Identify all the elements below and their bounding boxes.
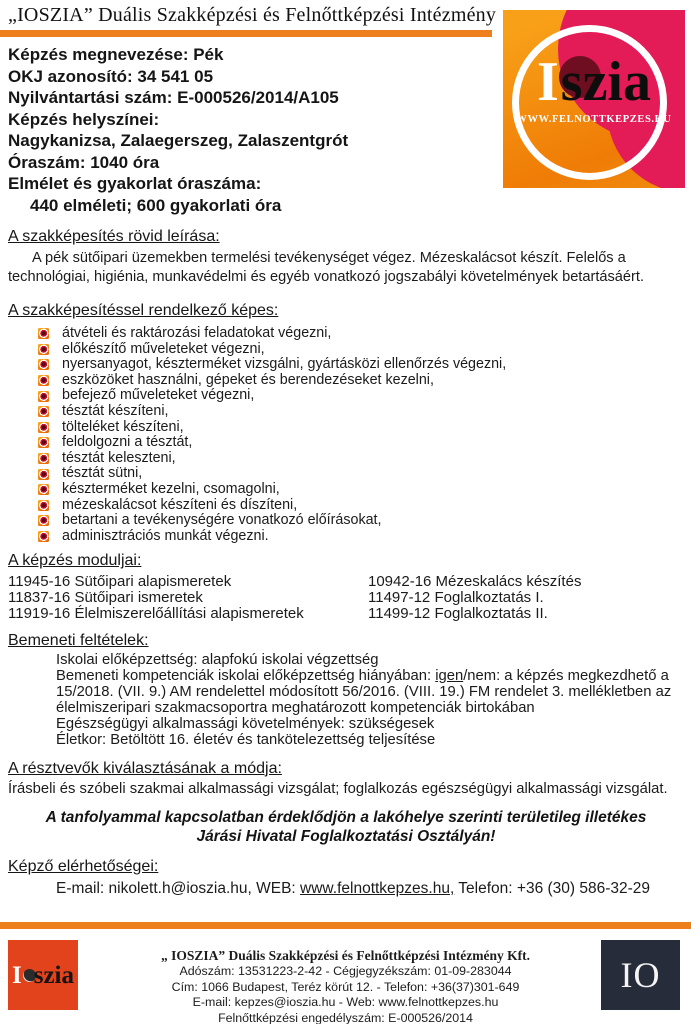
ioszia-bullet-icon [38, 500, 49, 511]
ioszia-bullet-icon [38, 531, 49, 542]
selection-heading: A résztvevők kiválasztásának a módja: [8, 759, 282, 777]
table-row [8, 574, 684, 590]
email-label: E-mail: [56, 879, 109, 897]
contact-heading: Képző elérhetőségei: [8, 857, 159, 875]
ioszia-bullet-icon [38, 375, 49, 386]
skill-text: adminisztrációs munkát végezni. [62, 527, 269, 544]
ioszia-bullet-icon [38, 422, 49, 433]
module-cell: 11497-12 Foglalkoztatás I. [368, 589, 544, 607]
skill-text: befejező műveleteket végezni, [62, 387, 255, 404]
logo-letters-io: IO [620, 955, 661, 995]
logo-letter-i: I [11, 961, 22, 989]
course-summary [8, 44, 488, 216]
footer-accent-bar [0, 922, 691, 929]
logo-wordmark [503, 51, 685, 113]
list-item [38, 357, 684, 373]
ioszia-bullet-icon [38, 406, 49, 417]
skill-text: tölteléket készíteni, [62, 418, 184, 435]
ioszia-bullet-icon [38, 328, 49, 339]
locations-label-line: Képzés helyszínei: [8, 109, 160, 129]
web-label: , WEB: [247, 879, 301, 897]
skill-text: előkészítő műveleteket végezni, [62, 340, 265, 357]
logo-url-text: WWW.FELNOTTKEPZES.HU [516, 114, 672, 125]
modules-heading: A képzés moduljai: [8, 552, 142, 570]
entry-health-line: Egészségügyi alkalmassági követelmények: szükségesek [56, 715, 435, 732]
table-row [8, 606, 684, 622]
ioszia-footer-logo [8, 940, 78, 1010]
selection-text: Írásbeli és szóbeli szakmai alkalmassági vizsgálat; foglalkozás egészségügyi alkalmassági vizsgálat. [8, 780, 668, 797]
skill-text: tésztát sütni, [62, 465, 143, 482]
list-item [38, 482, 684, 498]
list-item [38, 404, 684, 420]
module-cell: 11499-12 Foglalkoztatás II. [368, 604, 548, 622]
logo-letters-szia: szia [33, 961, 74, 989]
list-item [38, 435, 684, 451]
list-item [38, 498, 684, 514]
module-cell: 11837-16 Sütőipari ismeretek [8, 589, 203, 607]
theory-practice-line: 440 elméleti; 600 gyakorlati óra [30, 195, 282, 215]
ioszia-bullet-icon [38, 469, 49, 480]
list-item [38, 326, 684, 342]
entry-requirements-block [56, 652, 684, 748]
skill-text: betartani a tevékenységére vonatkozó előírásokat, [62, 512, 382, 529]
ioszia-bullet-icon [38, 453, 49, 464]
okj-id-line: OKJ azonosító: 34 541 05 [8, 66, 214, 86]
ioszia-bullet-icon [38, 391, 49, 402]
module-cell: 10942-16 Mézeskalács készítés [368, 573, 582, 591]
entry-requirements-heading: Bemeneti feltételek: [8, 631, 149, 649]
entry-competence-pre: Bemeneti kompetenciák iskolai előképzettség hiányában: [56, 667, 436, 684]
list-item [38, 529, 684, 545]
description-heading: A szakképesítés rövid leírása: [8, 228, 220, 245]
skill-text: mézeskalácsot készíteni és díszíteni, [62, 496, 298, 513]
logo-letters-szia: szia [560, 51, 651, 113]
registration-number-line: Nyilvántartási szám: E-000526/2014/A105 [8, 88, 339, 107]
contact-line [56, 879, 684, 898]
logo-letter-i: I [536, 51, 559, 113]
skill-text: feldolgozni a tésztát, [62, 434, 193, 451]
skill-text: tésztát készíteni, [62, 402, 169, 419]
skills-heading: A szakképesítéssel rendelkező képes: [8, 302, 279, 319]
list-item [38, 342, 684, 358]
io-footer-logo [601, 940, 680, 1010]
footer-company-name: „ IOSZIA” Duális Szakképzési és Felnőttképzési Intézmény Kft. [161, 948, 530, 963]
skill-text: nyersanyagot, készterméket vizsgálni, gyártásközi ellenőrzés végezni, [62, 356, 507, 373]
ioszia-bullet-icon [38, 484, 49, 495]
footer-address-line: Cím: 1066 Budapest, Teréz körút 12. - Telefon: +36(37)301-649 [171, 979, 520, 994]
entry-age-line: Életkor: Betöltött 16. életév és tankötelezettség teljesítése [56, 731, 436, 748]
phone-label: Telefon: [454, 879, 517, 897]
list-item [38, 451, 684, 467]
footer-email-web-line: E-mail: kepzes@ioszia.hu - Web: www.felnottkepzes.hu [192, 995, 499, 1010]
website-link[interactable]: www.felnottkepzes.hu, [300, 879, 455, 897]
skill-text: eszközöket használni, gépeket és berendezéseket kezelni, [62, 371, 434, 388]
skill-text: tésztát keleszteni, [62, 449, 176, 466]
ioszia-logo [503, 10, 685, 188]
skills-list [8, 326, 684, 544]
phone-number: +36 (30) 586-32-29 [516, 879, 651, 897]
module-cell: 11919-16 Élelmiszerelőállítási alapismeretek [8, 604, 304, 622]
content-body [8, 228, 684, 898]
ioszia-bullet-icon [38, 344, 49, 355]
footer-license-line: Felnőttképzési engedélyszám: E-000526/2014 [218, 1010, 473, 1024]
list-item [38, 388, 684, 404]
entry-competence-post: /nem: a képzés megkezdhető a 15/2018. (VII. 9.) AM rendelettel módosított 56/2016. (VIII. 19.) FM rendelet 3. mellékletben az élelmiszeripari szakmacsoportra meghatározott kompetenciák birtokában [56, 667, 672, 716]
table-row [8, 590, 684, 606]
list-item [38, 420, 684, 436]
email-link[interactable]: nikolett.h@ioszia.hu [108, 879, 248, 897]
ioszia-bullet-icon [38, 359, 49, 370]
list-item [38, 513, 684, 529]
footer-contact-block [90, 948, 601, 1024]
hours-line: Óraszám: 1040 óra [8, 152, 160, 172]
skill-text: készterméket kezelni, csomagolni, [62, 480, 280, 497]
entry-competence-yes: igen [435, 667, 464, 684]
list-item [38, 373, 684, 389]
module-cell: 11945-16 Sütőipari alapismeretek [8, 573, 232, 591]
list-item [38, 466, 684, 482]
modules-grid [8, 574, 684, 621]
description-text: A pék sütőipari üzemekben termelési tevékenységet végez. Mézeskalácsot készít. Felelős a technológiai, higiénia, munkavédelmi és egyéb vonatkozó jogszabályi követelmények betartásáért. [8, 250, 645, 285]
ioszia-bullet-icon [38, 515, 49, 526]
header-accent-bar [0, 30, 492, 37]
page-title: „IOSZIA” Duális Szakképzési és Felnőttképzési Intézmény [8, 4, 497, 26]
skill-text: átvételi és raktározási feladatokat végezni, [62, 325, 332, 341]
locations-line: Nagykanizsa, Zalaegerszeg, Zalaszentgrót [8, 131, 349, 150]
course-name-line: Képzés megnevezése: Pék [8, 45, 224, 64]
notice-text: A tanfolyammal kapcsolatban érdeklődjön a lakóhelye szerinti területileg illetékes Járási Hivatal Foglalkoztatási Osztályán! [45, 808, 647, 845]
ioszia-bullet-icon [38, 437, 49, 448]
theory-practice-label-line: Elmélet és gyakorlat óraszáma: [8, 174, 262, 193]
entry-school-line: Iskolai előképzettség: alapfokú iskolai végzettség [56, 651, 379, 668]
entry-competence-text [56, 668, 684, 716]
footer-tax-line: Adószám: 13531223-2-42 - Cégjegyzékszám: 01-09-283044 [179, 964, 512, 978]
